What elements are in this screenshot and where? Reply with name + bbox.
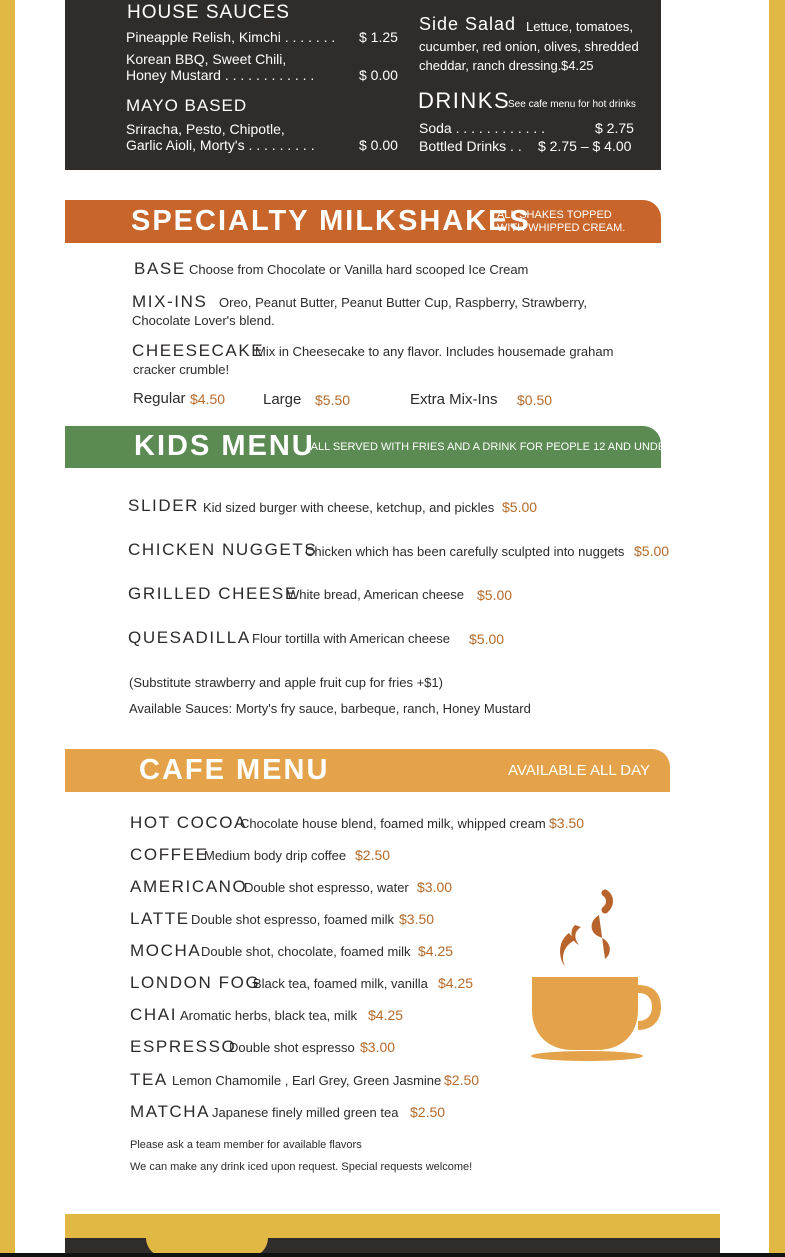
milkshake-regular-label: Regular <box>133 390 186 407</box>
cafe-menu-note: AVAILABLE ALL DAY <box>508 762 651 779</box>
soda-price: $ 2.75 <box>595 120 634 136</box>
kids-item-desc: Chicken which has been carefully sculpted into nuggets <box>305 544 625 559</box>
cafe-menu-band <box>65 749 670 792</box>
cafe-item-desc: Black tea, foamed milk, vanilla <box>253 976 428 991</box>
kids-item-price: $5.00 <box>469 631 505 647</box>
cafe-item-desc: Aromatic herbs, black tea, milk <box>180 1008 358 1023</box>
drinks-note: See cafe menu for hot drinks <box>508 99 636 110</box>
kids-item-name: SLIDER <box>128 496 200 515</box>
side-salad-line3: cheddar, ranch dressing. <box>419 58 562 73</box>
milkshake-regular-price: $4.50 <box>190 391 226 407</box>
kids-item-name: GRILLED CHEESE <box>128 584 298 603</box>
cafe-item-price: $3.00 <box>360 1039 396 1055</box>
bottled-drinks-label: Bottled Drinks . . <box>419 138 522 154</box>
cafe-item-name: MATCHA <box>130 1102 211 1121</box>
cafe-item-price: $4.25 <box>368 1007 404 1023</box>
cafe-item-price: $3.50 <box>549 815 585 831</box>
kids-item-price: $5.00 <box>634 543 670 559</box>
milkshake-cheesecake-desc-2: cracker crumble! <box>133 362 230 377</box>
footer-gold-band <box>65 1214 720 1238</box>
cafe-item-price: $3.00 <box>417 879 453 895</box>
cafe-item-name: MOCHA <box>130 941 202 960</box>
mayo-based-title: MAYO BASED <box>126 96 248 115</box>
milkshakes-note-2: WITH WHIPPED CREAM. <box>497 222 626 234</box>
house-sauce-item-1: Pineapple Relish, Kimchi . . . . . . . <box>126 29 336 45</box>
milkshake-mixins-desc-1: Oreo, Peanut Butter, Peanut Butter Cup, Raspberry, Strawberry, <box>219 295 588 310</box>
cafe-item-price: $2.50 <box>444 1072 480 1088</box>
cafe-item-price: $2.50 <box>410 1104 446 1120</box>
milkshake-base-desc: Choose from Chocolate or Vanilla hard scooped Ice Cream <box>189 262 529 277</box>
mayo-price: $ 0.00 <box>359 137 398 153</box>
cafe-item-name: CHAI <box>130 1005 178 1024</box>
kids-menu-band <box>65 426 677 468</box>
kids-sauces-note: Available Sauces: Morty's fry sauce, barbeque, ranch, Honey Mustard <box>129 701 531 716</box>
kids-menu-title: KIDS MENU <box>134 430 315 462</box>
cafe-note-flavors: Please ask a team member for available flavors <box>130 1139 362 1151</box>
bottled-drinks-price: $ 2.75 – $ 4.00 <box>538 138 632 154</box>
house-sauce-price-1: $ 1.25 <box>359 29 398 45</box>
mayo-item-line1: Sriracha, Pesto, Chipotle, <box>126 121 285 137</box>
milkshake-extra-price: $0.50 <box>517 392 553 408</box>
kids-item-price: $5.00 <box>477 587 513 603</box>
house-sauce-item-2a: Korean BBQ, Sweet Chili, <box>126 51 287 67</box>
kids-item-price: $5.00 <box>502 499 538 515</box>
milkshake-large-price: $5.50 <box>315 392 351 408</box>
milkshakes-band <box>65 200 661 243</box>
side-salad-price: $4.25 <box>561 58 594 73</box>
cafe-item-desc: Double shot espresso, water <box>244 880 409 895</box>
cafe-item-price: $4.25 <box>438 975 474 991</box>
milkshake-cheesecake-desc-1: Mix in Cheesecake to any flavor. Includes housemade graham <box>255 344 614 359</box>
soda-label: Soda . . . . . . . . . . . . <box>419 120 546 136</box>
cafe-note-iced: We can make any drink iced upon request. Special requests welcome! <box>130 1161 473 1173</box>
cafe-item-price: $2.50 <box>355 847 391 863</box>
milkshake-cheesecake-label: CHEESECAKE <box>132 341 265 360</box>
cafe-item-desc: Japanese finely milled green tea <box>212 1105 399 1120</box>
cafe-item-name: LATTE <box>130 909 190 928</box>
cafe-menu-title: CAFE MENU <box>139 754 330 786</box>
cafe-item-name: TEA <box>130 1070 168 1089</box>
cafe-item-desc: Chocolate house blend, foamed milk, whipped cream <box>240 816 546 831</box>
kids-menu-note: (ALL SERVED WITH FRIES AND A DRINK FOR PEOPLE 12 AND UNDER) <box>307 441 677 453</box>
cafe-item-desc: Double shot, chocolate, foamed milk <box>201 944 411 959</box>
kids-item-desc: Flour tortilla with American cheese <box>252 631 450 646</box>
kids-item-desc: Kid sized burger with cheese, ketchup, and pickles <box>203 500 495 515</box>
cafe-item-desc: Lemon Chamomile , Earl Grey, Green Jasmine <box>172 1073 442 1088</box>
milkshakes-title: SPECIALTY MILKSHAKES <box>131 205 531 237</box>
kids-substitute-note: (Substitute strawberry and apple fruit cup for fries +$1) <box>129 675 443 690</box>
cafe-item-desc: Double shot espresso, foamed milk <box>191 912 395 927</box>
cafe-item-desc: Medium body drip coffee <box>204 848 347 863</box>
milkshake-extra-label: Extra Mix-Ins <box>410 391 498 408</box>
cafe-item-name: COFFEE <box>130 845 209 864</box>
side-salad-title: Side Salad <box>419 14 517 34</box>
cafe-item-name: LONDON FOG <box>130 973 261 992</box>
cafe-item-desc: Double shot espresso <box>229 1040 355 1055</box>
kids-item-name: CHICKEN NUGGETS <box>128 540 318 559</box>
cafe-item-name: AMERICANO <box>130 877 248 896</box>
cafe-item-name: HOT COCOA <box>130 813 248 832</box>
side-salad-line2: cucumber, red onion, olives, shredded <box>419 39 639 54</box>
coffee-cup-icon <box>525 885 670 1065</box>
house-sauce-item-2b: Honey Mustard . . . . . . . . . . . . <box>126 67 315 83</box>
kids-item-desc: White bread, American cheese <box>287 587 465 602</box>
milkshake-base-label: BASE <box>134 259 186 278</box>
drinks-title: DRINKS <box>418 88 511 113</box>
mayo-item-line2: Garlic Aioli, Morty's . . . . . . . . . <box>126 137 315 153</box>
side-salad-line1: Lettuce, tomatoes, <box>526 19 633 34</box>
cafe-item-price: $4.25 <box>418 943 454 959</box>
milkshake-large-label: Large <box>263 391 302 408</box>
bottom-edge <box>0 1253 785 1257</box>
cafe-item-price: $3.50 <box>399 911 435 927</box>
house-sauces-title: HOUSE SAUCES <box>127 2 290 23</box>
milkshake-mixins-desc-2: Chocolate Lover's blend. <box>132 313 275 328</box>
house-sauce-price-2: $ 0.00 <box>359 67 398 83</box>
kids-item-name: QUESADILLA <box>128 628 251 647</box>
cafe-item-name: ESPRESSO <box>130 1037 237 1056</box>
milkshakes-note-1: ALL SHAKES TOPPED <box>497 209 612 221</box>
milkshake-mixins-label: MIX-INS <box>132 292 208 311</box>
